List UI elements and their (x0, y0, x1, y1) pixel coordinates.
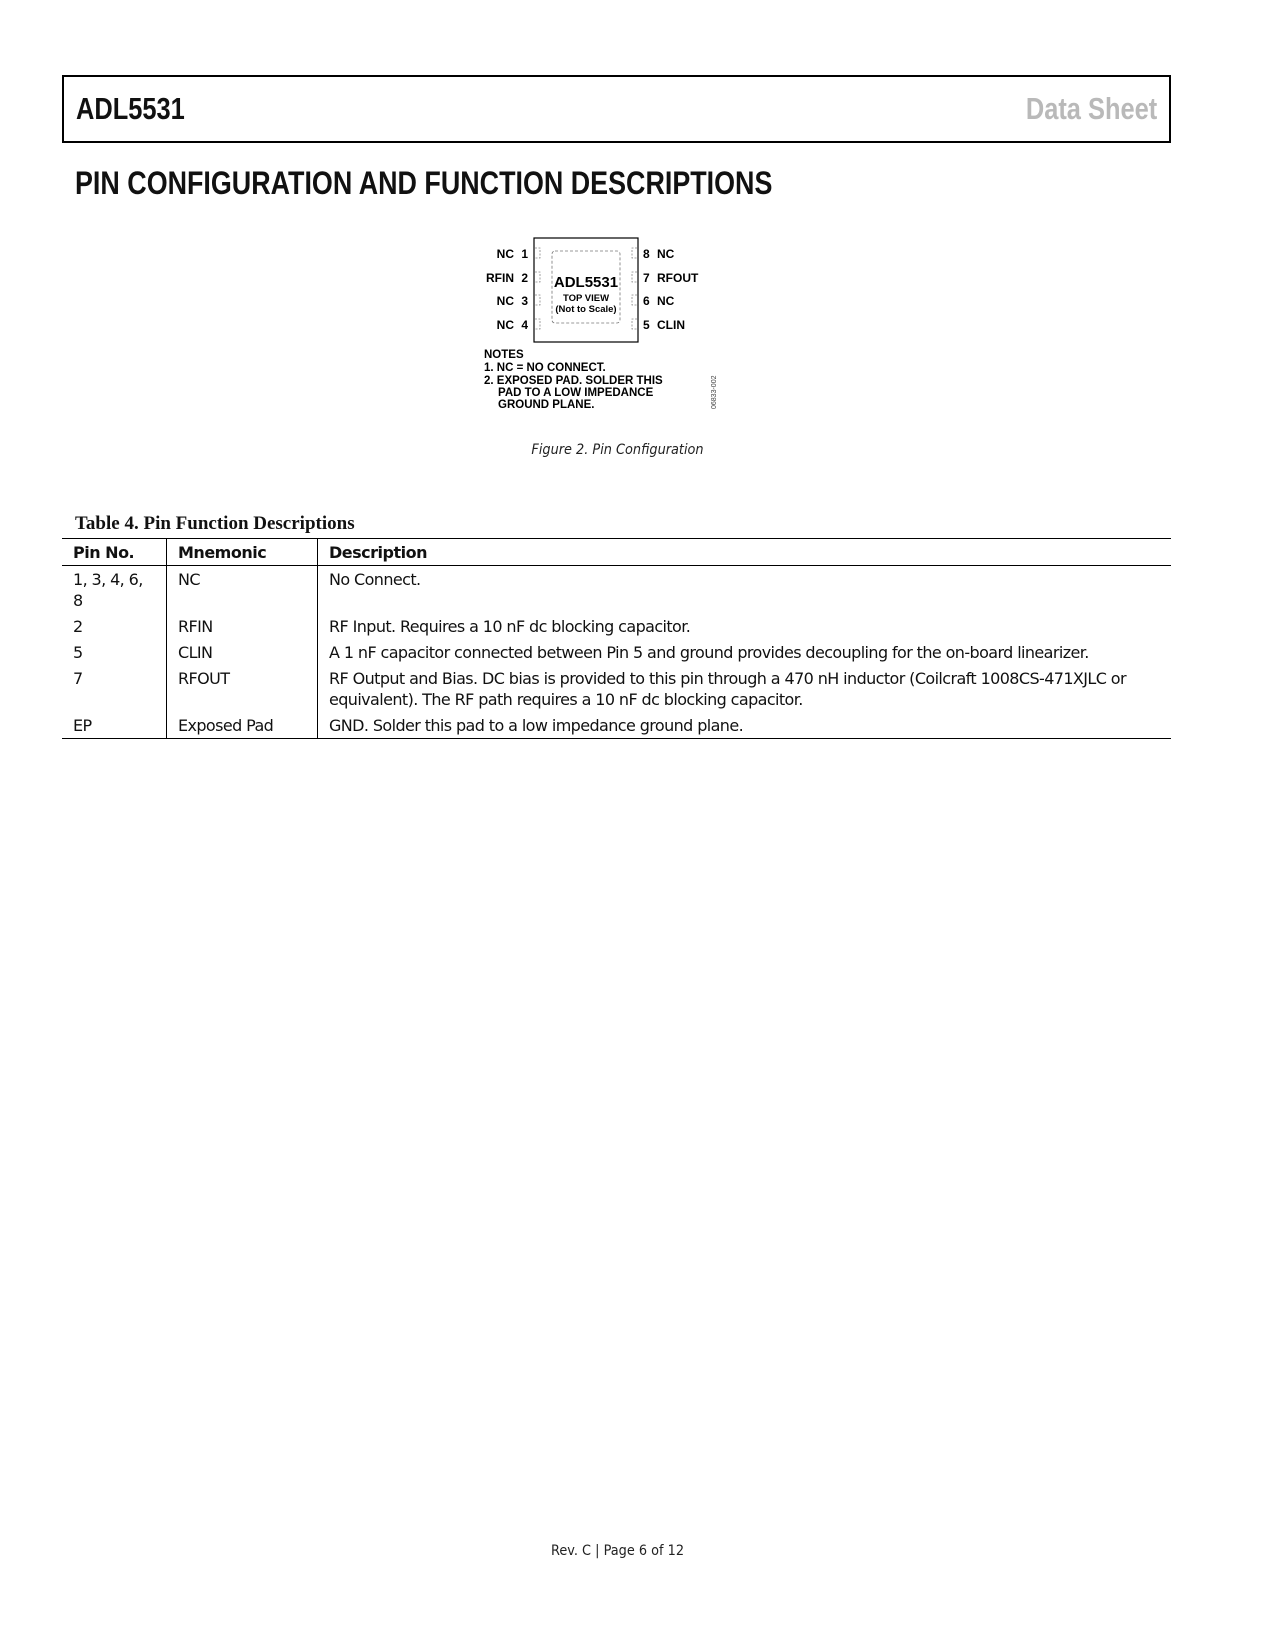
note-line-4: GROUND PLANE. (498, 399, 595, 411)
pin-function-table (62, 538, 1171, 739)
cell-description: GND. Solder this pad to a low impedance ground plane. (318, 712, 1172, 739)
cell-pin: 2 (62, 613, 167, 639)
table-header-row (62, 539, 1171, 566)
pin-1-name: NC (496, 247, 514, 261)
chip-view-line1: TOP VIEW (562, 293, 610, 304)
table-row (62, 566, 1171, 614)
note-line-2: 2. EXPOSED PAD. SOLDER THIS (484, 375, 663, 387)
cell-description: A 1 nF capacitor connected between Pin 5 and ground provides decoupling for the on-board linearizer. (329, 643, 1089, 662)
note-line-3: PAD TO A LOW IMPEDANCE (498, 387, 654, 399)
chip-view-line2: (Not to Scale) (555, 304, 617, 315)
pin-configuration-figure (484, 245, 750, 435)
pin-6-name: NC (657, 294, 675, 308)
table-title: Table 4. Pin Function Descriptions (75, 513, 355, 534)
cell-pin: 5 (62, 639, 167, 665)
header-description: Description (318, 539, 1172, 566)
pin-8-num: 8 (643, 247, 650, 261)
pin-4-name: NC (496, 318, 514, 332)
figure-caption: Figure 2. Pin Configuration (531, 442, 704, 458)
page-footer: Rev. C | Page 6 of 12 (550, 1543, 685, 1559)
pin-4-num: 4 (521, 318, 528, 332)
pin-5-name: CLIN (657, 318, 685, 332)
page-header (62, 75, 1171, 143)
header-mnemonic: Mnemonic (167, 539, 318, 566)
cell-description: No Connect. (329, 570, 421, 589)
table-row (62, 712, 1171, 739)
cell-pin: EP (62, 712, 167, 739)
cell-pin: 1, 3, 4, 6, 8 (62, 566, 167, 614)
table-row (62, 613, 1171, 639)
pin-8-name: NC (657, 247, 675, 261)
cell-mnemonic: RFOUT (167, 665, 318, 712)
table-row (62, 639, 1171, 665)
pin-6-num: 6 (643, 294, 650, 308)
note-line-1: 1. NC = NO CONNECT. (484, 362, 606, 374)
cell-mnemonic: Exposed Pad (167, 712, 318, 739)
cell-pin: 7 (62, 665, 167, 712)
cell-mnemonic: RFIN (167, 613, 318, 639)
pin-7-num: 7 (643, 271, 650, 285)
table-row (62, 665, 1171, 712)
doc-type: Data Sheet (1025, 91, 1157, 126)
figure-code: 06833-002 (711, 375, 718, 409)
cell-description: RF Input. Requires a 10 nF dc blocking capacitor. (329, 617, 691, 636)
part-number: ADL5531 (76, 91, 185, 126)
cell-description: RF Output and Bias. DC bias is provided to this pin through a 470 nH inductor (Coilcraft 1008CS-471XJLC or equivalent). The RF path requires a 10 nF dc blocking capacitor. (329, 669, 1126, 709)
pin-2-num: 2 (521, 271, 528, 285)
pin-2-name: RFIN (486, 271, 514, 285)
pin-3-num: 3 (521, 294, 528, 308)
pin-1-num: 1 (521, 247, 528, 261)
chip-name: ADL5531 (553, 274, 619, 291)
pin-5-num: 5 (643, 318, 650, 332)
cell-mnemonic: CLIN (167, 639, 318, 665)
header-pin-no: Pin No. (62, 539, 167, 566)
section-title: PIN CONFIGURATION AND FUNCTION DESCRIPTIONS (75, 165, 773, 201)
pin-3-name: NC (496, 294, 514, 308)
pin-7-name: RFOUT (657, 271, 699, 285)
notes-title: NOTES (484, 349, 524, 361)
cell-mnemonic: NC (167, 566, 318, 614)
